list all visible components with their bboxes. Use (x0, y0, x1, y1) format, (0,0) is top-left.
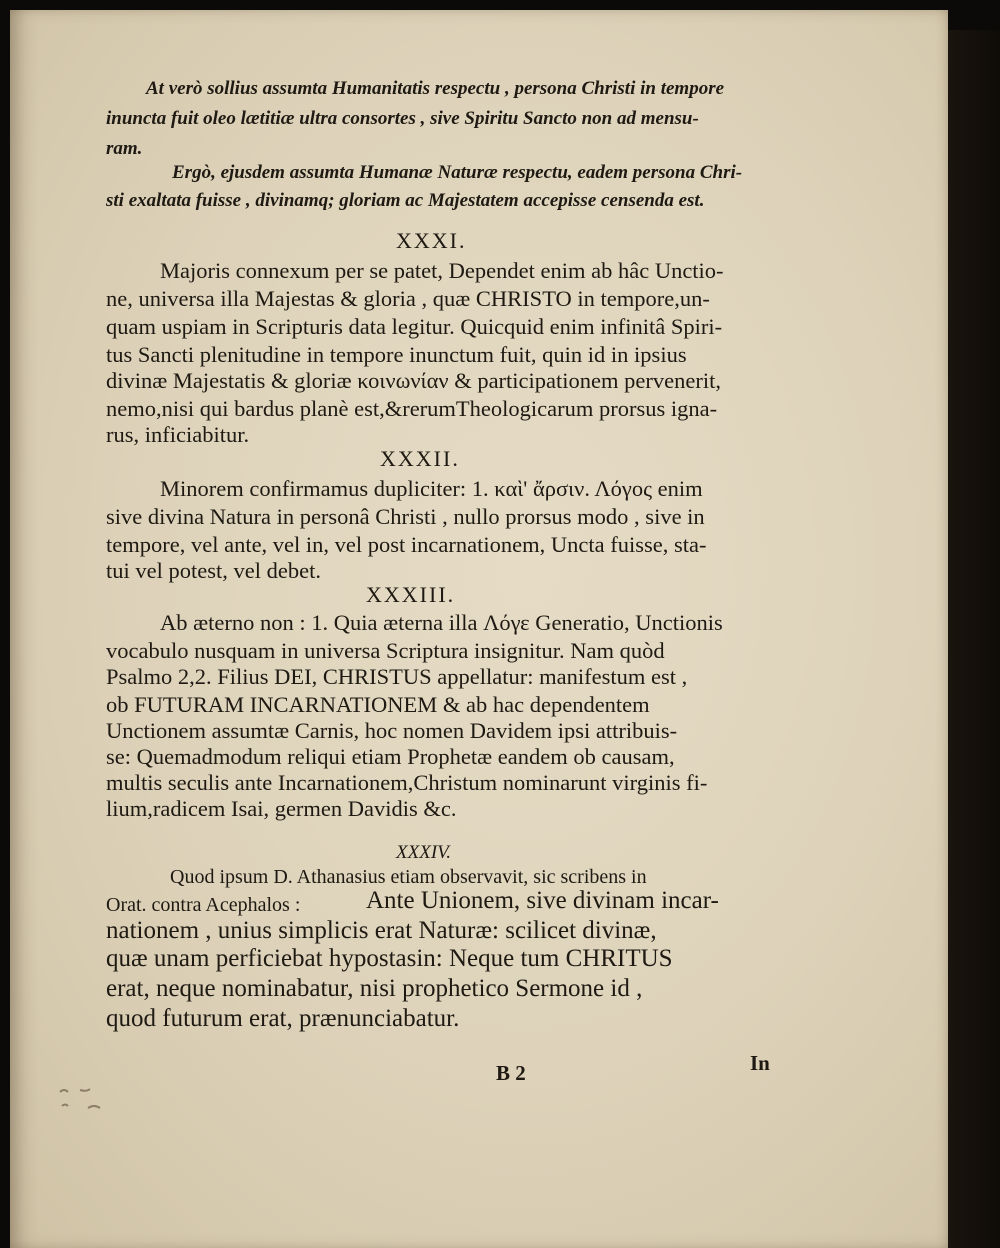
section-heading-xxxi: XXXI. (396, 228, 467, 253)
section-heading-xxxiii: XXXIII. (366, 582, 456, 607)
intro-line-5: sti exaltata fuisse , divinamq; gloriam ac Majestatem accepisse censenda est. (106, 190, 705, 211)
catchword: In (750, 1051, 770, 1075)
section-heading-xxxii: XXXII. (380, 446, 460, 471)
book-page (10, 10, 948, 1248)
paragraph-line: Orat. contra Acephalos : (106, 894, 301, 916)
paragraph-line: Ab æterno non : 1. Quia æterna illa Λόγε Generatio, Unctionis (160, 610, 723, 635)
paragraph-line: ne, universa illa Majestas & gloria , quæ CHRISTO in tempore,un- (106, 286, 710, 311)
scan-edge-shadow (948, 30, 1000, 1248)
paragraph-line: Unctionem assumtæ Carnis, hoc nomen Davidem ipsi attribuis- (106, 718, 678, 743)
paragraph-line: nemo,nisi qui bardus planè est,&rerumTheologicarum prorsus igna- (106, 396, 718, 421)
paragraph-line: tempore, vel ante, vel in, vel post incarnationem, Uncta fuisse, sta- (106, 532, 707, 557)
intro-line-3: ram. (106, 138, 143, 159)
paragraph-line: rus, inficiabitur. (106, 422, 250, 447)
paragraph-line: vocabulo nusquam in universa Scriptura insignitur. Nam quòd (106, 638, 665, 663)
paragraph-line: Majoris connexum per se patet, Dependet enim ab hâc Unctio- (160, 258, 724, 283)
paragraph-line: divinæ Majestatis & gloriæ κοινωνίαν & participationem pervenerit, (106, 368, 721, 393)
quote-line: Ante Unionem, sive divinam incar- (366, 887, 719, 914)
section-heading-xxxiv: XXXIV. (396, 842, 452, 863)
paragraph-line: sive divina Natura in personâ Christi , nullo prorsus modo , sive in (106, 504, 705, 529)
quote-line: nationem , unius simplicis erat Naturæ: scilicet divinæ, (106, 917, 657, 944)
quote-line: erat, neque nominabatur, nisi prophetico Sermone id , (106, 975, 643, 1002)
quote-line: quæ unam perficiebat hypostasin: Neque tum CHRITUS (106, 945, 673, 972)
paragraph-line: lium,radicem Isai, germen Davidis &c. (106, 796, 457, 821)
paragraph-line: quam uspiam in Scripturis data legitur. Quicquid enim infinitâ Spiri- (106, 314, 723, 339)
paragraph-line: Minorem confirmamus dupliciter: 1. καὶ' ἄρσιν. Λόγος enim (160, 476, 703, 501)
intro-line-1: At verò sollius assumta Humanitatis respectu , persona Christi in tempore (146, 78, 725, 99)
paragraph-line: tui vel potest, vel debet. (106, 558, 321, 583)
page-signature: B 2 (496, 1061, 526, 1085)
quote-line: quod futurum erat, prænunciabatur. (106, 1005, 460, 1032)
intro-line-4: Ergò, ejusdem assumta Humanæ Naturæ respectu, eadem persona Chri- (172, 162, 743, 183)
intro-line-2: inuncta fuit oleo lætitiæ ultra consortes , sive Spiritu Sancto non ad mensu- (106, 108, 699, 129)
paragraph-line: multis seculis ante Incarnationem,Christum nominarunt virginis fi- (106, 770, 708, 795)
paragraph-line: Quod ipsum D. Athanasius etiam observavit, sic scribens in (170, 866, 647, 888)
paragraph-line: ob FUTURAM INCARNATIONEM & ab hac dependentem (106, 692, 650, 717)
ink-smudge-marks (50, 1080, 120, 1120)
paragraph-line: Psalmo 2,2. Filius DEI, CHRISTUS appellatur: manifestum est , (106, 664, 688, 689)
paragraph-line: tus Sancti plenitudine in tempore inunctum fuit, quin id in ipsius (106, 342, 687, 367)
paragraph-line: se: Quemadmodum reliqui etiam Prophetæ eandem ob causam, (106, 744, 675, 769)
